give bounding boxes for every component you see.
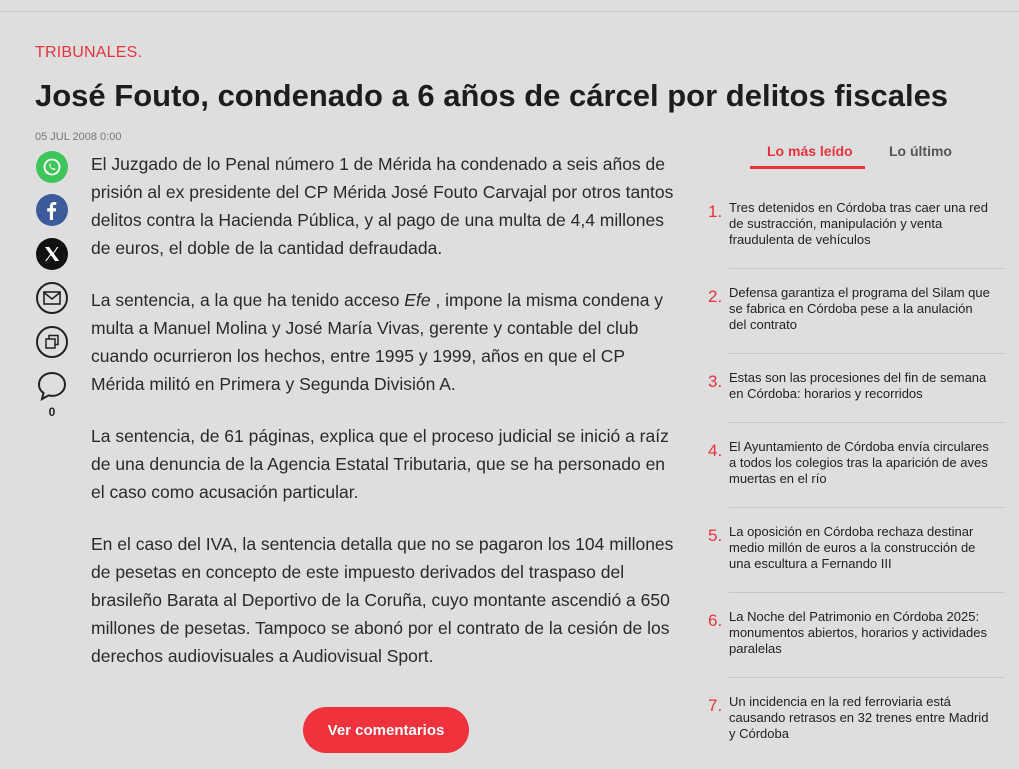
rank-number: 1. <box>708 202 723 221</box>
divider <box>729 422 1005 423</box>
headline-link[interactable]: Defensa garantiza el programa del Silam que se fabrica en Córdoba pese a la anulación del contrato <box>729 285 990 332</box>
whatsapp-share-button[interactable] <box>36 151 68 183</box>
facebook-icon <box>43 200 61 220</box>
divider <box>729 268 1005 269</box>
divider <box>729 592 1005 593</box>
x-share-button[interactable] <box>36 238 68 270</box>
list-item[interactable] <box>705 285 1005 333</box>
rank-number: 4. <box>708 441 723 460</box>
rank-number: 6. <box>708 611 723 630</box>
headline-link[interactable]: Un incidencia en la red ferroviaria está causando retrasos en 32 trenes entre Madrid y Córdoba <box>729 694 989 741</box>
article-body <box>91 150 683 694</box>
article-title: José Fouto, condenado a 6 años de cárcel por delitos fiscales <box>35 78 949 113</box>
rank-number: 3. <box>708 372 723 391</box>
article-paragraph: El Juzgado de lo Penal número 1 de Mérida ha condenado a seis años de prisión al ex presidente del CP Mérida José Fouto Carvajal por otros tantos delitos contra la Hacienda Pública, y al pago de una multa de 4,4 millones de euros, el doble de la cantidad defraudada. <box>91 154 674 258</box>
rank-number: 2. <box>708 287 723 306</box>
comments-link-button[interactable] <box>36 370 68 402</box>
headline-link[interactable]: La Noche del Patrimonio en Córdoba 2025: monumentos abiertos, horarios y actividades paralelas <box>729 609 987 656</box>
active-tab-indicator <box>750 166 865 169</box>
copy-icon <box>44 334 60 350</box>
divider <box>729 677 1005 678</box>
headline-link[interactable]: Estas son las procesiones del fin de semana en Córdoba: horarios y recorridos <box>729 370 987 401</box>
article-paragraph: La sentencia, a la que ha tenido acceso Efe , impone la misma condena y multa a Manuel Molina y José María Vivas, gerente y contable del club cuando ocurrieron los hechos, entre 1995 y 1999, años en que el CP Mérida militó en Primera y Segunda División A. <box>91 290 664 394</box>
headline-link[interactable]: Tres detenidos en Córdoba tras caer una red de sustracción, manipulación y venta fraudulenta de vehículos <box>729 200 988 247</box>
rank-number: 5. <box>708 526 723 545</box>
sidebar-tabs <box>750 137 980 171</box>
headline-link[interactable]: La oposición en Córdoba rechaza destinar medio millón de euros a la construcción de una escultura a Fernando III <box>729 524 976 571</box>
section-label[interactable]: TRIBUNALES. <box>35 44 143 61</box>
x-icon <box>43 245 61 263</box>
list-item[interactable] <box>705 609 1005 657</box>
list-item[interactable] <box>705 200 1005 248</box>
comment-icon <box>36 370 68 402</box>
article-date: 05 JUL 2008 0:00 <box>35 131 122 143</box>
comment-count: 0 <box>48 405 56 419</box>
facebook-share-button[interactable] <box>36 194 68 226</box>
email-share-button[interactable] <box>36 282 68 314</box>
tab-most-read[interactable]: Lo más leído <box>767 143 853 159</box>
article-paragraph: En el caso del IVA, la sentencia detalla que no se pagaron los 104 millones de pesetas en concepto de este impuesto derivados del traspaso del brasileño Barata al Deportivo de la Coruña, cuyo montante ascendió a 650 millones de pesetas. Tampoco se abonó por el contrato de la cesión de los derechos audiovisuales a Audiovisual Sport. <box>91 534 674 666</box>
mail-icon <box>43 291 61 305</box>
list-item[interactable] <box>705 439 1005 487</box>
view-comments-button[interactable]: Ver comentarios <box>303 707 469 753</box>
most-read-list <box>705 200 1005 742</box>
copy-link-button[interactable] <box>36 326 68 358</box>
list-item[interactable] <box>705 370 1005 402</box>
headline-link[interactable]: El Ayuntamiento de Córdoba envía circulares a todos los colegios tras la aparición de aves muertas en el río <box>729 439 989 486</box>
divider <box>729 507 1005 508</box>
article-paragraph: La sentencia, de 61 páginas, explica que el proceso judicial se inició a raíz de una denuncia de la Agencia Estatal Tributaria, que se ha personado en el caso como acusación particular. <box>91 426 669 502</box>
divider <box>729 353 1005 354</box>
news-agency-name: Efe <box>404 290 431 310</box>
tab-latest[interactable]: Lo último <box>889 143 952 159</box>
rank-number: 7. <box>708 696 723 715</box>
list-item[interactable] <box>705 694 1005 742</box>
whatsapp-icon <box>42 157 62 177</box>
top-divider <box>0 11 1019 12</box>
list-item[interactable] <box>705 524 1005 572</box>
